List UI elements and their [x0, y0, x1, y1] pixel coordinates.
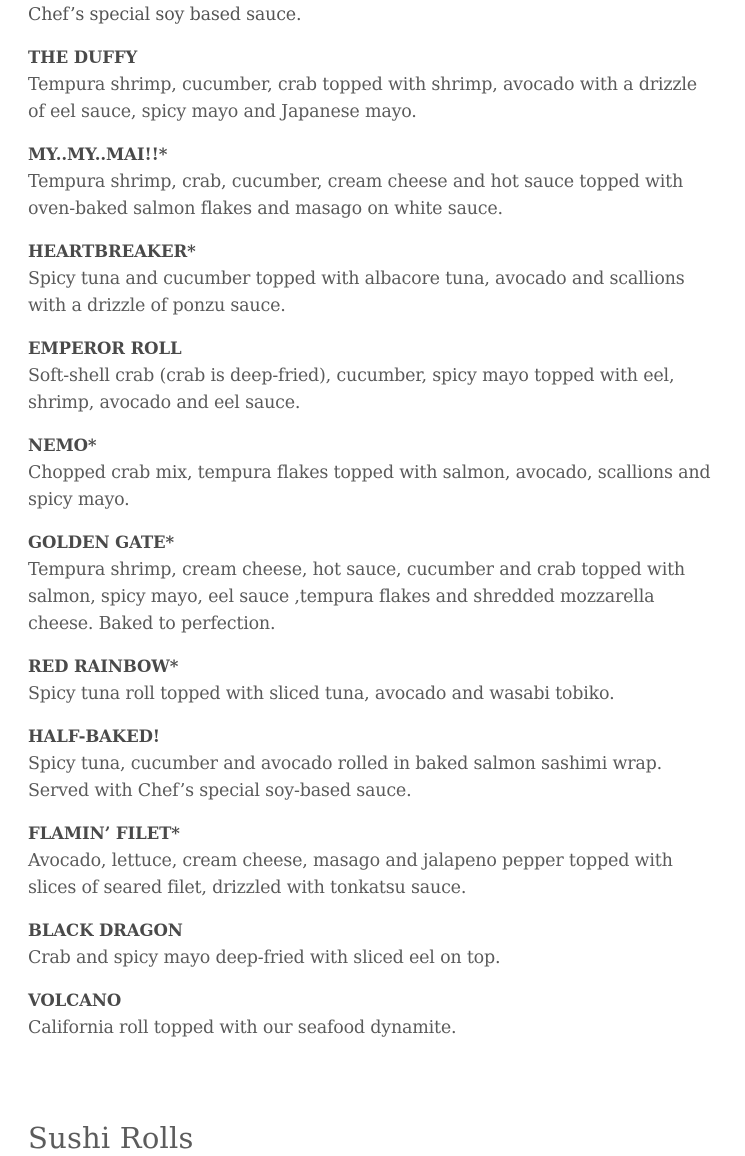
menu-item — [28, 989, 718, 1042]
previous-item-description-fragment: Chef’s special soy based sauce. — [28, 5, 302, 25]
menu-item-name: VOLCANO — [28, 991, 122, 1010]
menu-item-description: Chopped crab mix, tempura flakes topped with salmon, avocado, scallions and spicy mayo. — [28, 463, 711, 510]
menu-item — [28, 337, 718, 417]
menu-item-name: HALF-BAKED! — [28, 727, 160, 746]
menu-item-name: THE DUFFY — [28, 48, 138, 67]
menu-item-description: California roll topped with our seafood dynamite. — [28, 1018, 457, 1038]
menu-item-description: Tempura shrimp, crab, cucumber, cream cheese and hot sauce topped with oven-baked salmon flakes and masago on white sauce. — [28, 172, 684, 219]
menu-item-name: EMPEROR ROLL — [28, 339, 182, 358]
menu-item — [28, 919, 718, 972]
menu-item-description: Soft-shell crab (crab is deep-fried), cucumber, spicy mayo topped with eel, shrimp, avocado and eel sauce. — [28, 366, 675, 413]
menu-item-name: RED RAINBOW* — [28, 657, 179, 676]
menu-item-name: NEMO* — [28, 436, 97, 455]
menu-item-description: Spicy tuna roll topped with sliced tuna, avocado and wasabi tobiko. — [28, 684, 615, 704]
menu-item-description: Avocado, lettuce, cream cheese, masago and jalapeno pepper topped with slices of seared filet, drizzled with tonkatsu sauce. — [28, 851, 673, 898]
menu-item — [28, 240, 718, 320]
menu-item-description: Spicy tuna and cucumber topped with albacore tuna, avocado and scallions with a drizzle of ponzu sauce. — [28, 269, 685, 316]
menu-item — [28, 725, 718, 805]
menu-item-name: FLAMIN’ FILET* — [28, 824, 180, 843]
menu-item — [28, 46, 718, 126]
menu-item — [28, 434, 718, 514]
menu-item-name: GOLDEN GATE* — [28, 533, 175, 552]
menu-item-description: Crab and spicy mayo deep-fried with sliced eel on top. — [28, 948, 501, 968]
menu-item-name: BLACK DRAGON — [28, 921, 183, 940]
section-heading: Sushi Rolls — [28, 1121, 194, 1156]
menu-item — [28, 822, 718, 902]
menu-content — [28, 0, 718, 1042]
menu-item — [28, 531, 718, 638]
menu-item — [28, 655, 718, 708]
menu-item-description: Tempura shrimp, cucumber, crab topped with shrimp, avocado with a drizzle of eel sauce, spicy mayo and Japanese mayo. — [28, 75, 697, 122]
menu-item-name: MY..MY..MAI!!* — [28, 145, 168, 164]
menu-item-description: Spicy tuna, cucumber and avocado rolled in baked salmon sashimi wrap. Served with Chef’s special soy-based sauce. — [28, 754, 662, 801]
menu-item — [28, 143, 718, 223]
menu-item-name: HEARTBREAKER* — [28, 242, 196, 261]
menu-item-description: Tempura shrimp, cream cheese, hot sauce, cucumber and crab topped with salmon, spicy mayo, eel sauce ,tempura flakes and shredded mozzarella cheese. Baked to perfection. — [28, 560, 685, 634]
